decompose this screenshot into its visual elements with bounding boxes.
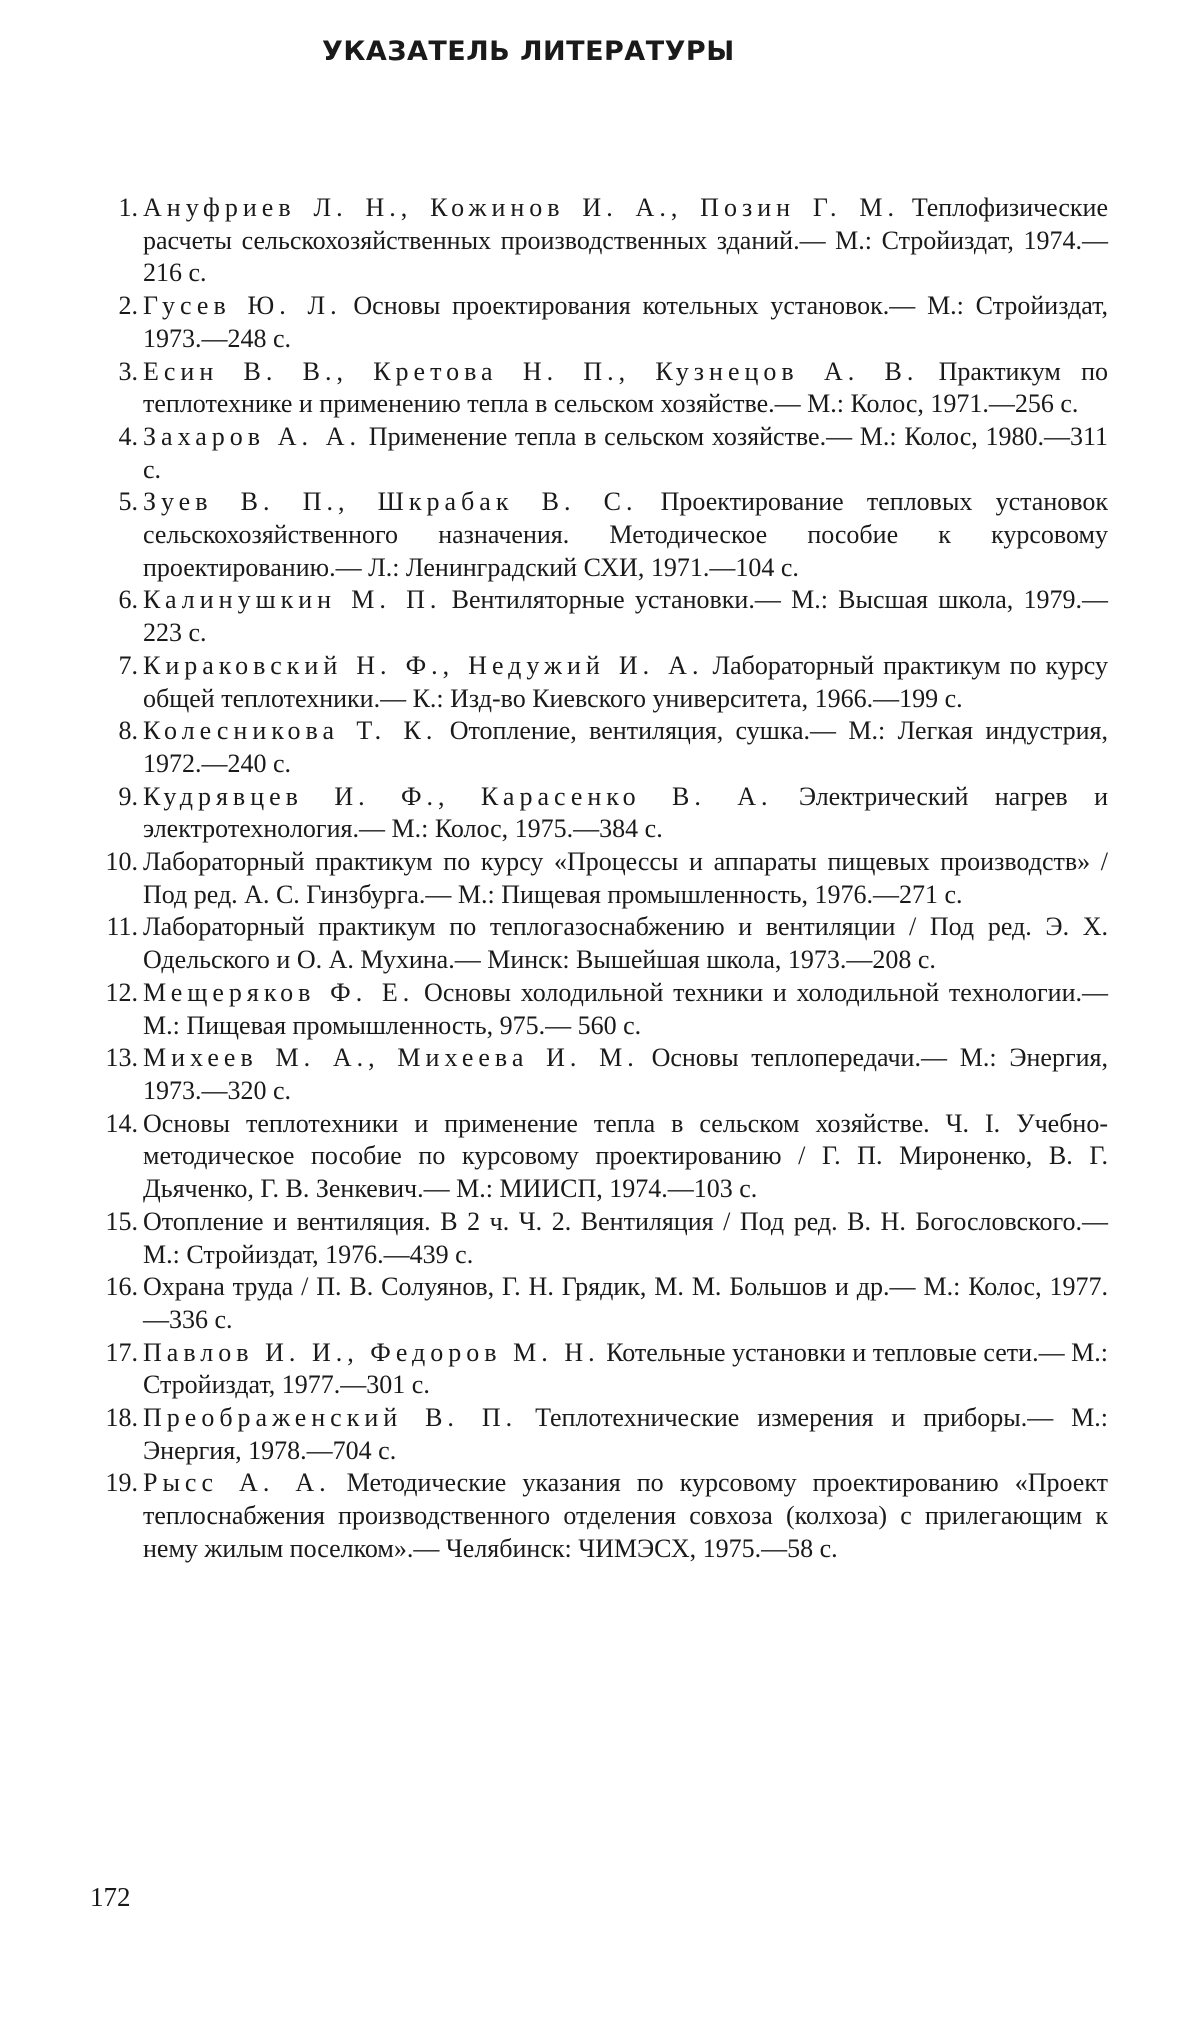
reference-text: Электрический нагрев и электротехнология.— М.: Колос, 1975.—384 с.	[143, 781, 1108, 844]
reference-text: Теплотехнические измерения и приборы.— М.: Энергия, 1978.—704 с.	[143, 1403, 1108, 1465]
reference-number: 18.	[105, 1403, 138, 1433]
reference-item	[88, 715, 1108, 780]
reference-authors: Гусев Ю. Л.	[143, 291, 342, 321]
reference-number: 9.	[118, 781, 138, 811]
reference-number: 11.	[106, 912, 138, 942]
reference-item	[88, 846, 1108, 911]
reference-authors: Зуев В. П., Шкрабак В. С.	[143, 487, 638, 517]
reference-number: 3.	[118, 356, 138, 386]
reference-item	[88, 1042, 1108, 1107]
reference-item	[88, 1206, 1108, 1271]
reference-text: Основы холодильной техники и холодильной технологии.— М.: Пищевая промышленность, 975.— 560 с.	[143, 977, 1108, 1040]
reference-authors: Кираковский Н. Ф., Недужий И. А.	[143, 650, 704, 680]
reference-item	[88, 486, 1108, 584]
reference-authors: Есин В. В., Кретова Н. П., Кузнецов А. В.	[143, 356, 919, 386]
reference-number: 6.	[118, 585, 138, 615]
reference-item	[88, 192, 1108, 290]
reference-item	[88, 1402, 1108, 1467]
reference-authors: Захаров А. А.	[143, 421, 362, 451]
reference-authors: Павлов И. И., Федоров М. Н.	[143, 1337, 600, 1367]
reference-text: Котельные установки и тепловые сети.— М.: Стройиздат, 1977.—301 с.	[143, 1337, 1108, 1400]
reference-authors: Калинушкин М. П.	[143, 585, 442, 615]
reference-text: Отопление и вентиляция. В 2 ч. Ч. 2. Вентиляция / Под ред. В. Н. Богословского.— М.: Стройиздат, 1976.—439 с.	[143, 1206, 1108, 1269]
reference-item	[88, 977, 1108, 1042]
reference-number: 7.	[118, 650, 138, 680]
reference-text: Вентиляторные установки.— М.: Высшая школа, 1979.—223 с.	[143, 585, 1108, 648]
reference-number: 16.	[105, 1272, 138, 1302]
reference-number: 17.	[105, 1337, 138, 1367]
reference-item	[88, 650, 1108, 715]
reference-number: 13.	[105, 1043, 138, 1073]
reference-item	[88, 356, 1108, 421]
reference-number: 2.	[118, 291, 138, 321]
reference-text: Охрана труда / П. В. Солуянов, Г. Н. Грядик, М. М. Большов и др.— М.: Колос, 1977.—336 с.	[143, 1272, 1108, 1334]
reference-number: 5.	[118, 487, 138, 517]
reference-item	[88, 1108, 1108, 1206]
reference-item	[88, 1337, 1108, 1402]
reference-list	[88, 192, 1108, 1566]
reference-text: Проектирование тепловых установок сельскохозяйственного назначения. Методическое пособие к курсовому проектированию.— Л.: Ленинградский СХИ, 1971.—104 с.	[143, 487, 1108, 582]
reference-item	[88, 1271, 1108, 1336]
reference-number: 4.	[118, 421, 138, 451]
reference-text: Лабораторный практикум по теплогазоснабжению и вентиляции / Под ред. Э. Х. Одельского и О. А. Мухина.— Минск: Вышейшая школа, 1973.—208 с.	[143, 912, 1108, 975]
reference-number: 12.	[105, 977, 138, 1007]
reference-text: Лабораторный практикум по курсу общей теплотехники.— К.: Изд-во Киевского университета, 1966.—199 с.	[143, 650, 1108, 713]
reference-number: 15.	[105, 1206, 138, 1236]
reference-item	[88, 1467, 1108, 1565]
reference-item	[88, 781, 1108, 846]
reference-authors: Колесникова Т. К.	[143, 716, 438, 746]
reference-authors: Кудрявцев И. Ф., Карасенко В. А.	[143, 781, 773, 811]
reference-text: Основы проектирования котельных установок.— М.: Стройиздат, 1973.—248 с.	[143, 291, 1108, 353]
reference-authors: Рысс А. А.	[143, 1468, 331, 1498]
reference-item	[88, 584, 1108, 649]
page-number: 172	[90, 1882, 131, 1912]
reference-number: 14.	[105, 1108, 138, 1138]
page-title: УКАЗАТЕЛЬ ЛИТЕРАТУРЫ	[322, 36, 735, 67]
reference-text: Методические указания по курсовому проектированию «Проект теплоснабжения производственного отделения совхоза (колхоза) с прилегающим к нему жилым поселком».— Челябинск: ЧИМЭСХ, 1975.—58 с.	[143, 1468, 1108, 1563]
reference-number: 1.	[118, 193, 138, 222]
reference-item	[88, 421, 1108, 486]
reference-number: 10.	[105, 847, 138, 877]
reference-text: Теплофизические расчеты сельскохозяйственных производственных зданий.— М.: Стройиздат, 1974.—216 с.	[143, 193, 1108, 288]
reference-text: Отопление, вентиляция, сушка.— М.: Легкая индустрия, 1972.—240 с.	[143, 716, 1108, 778]
reference-text: Практикум по теплотехнике и применению тепла в сельском хозяйстве.— М.: Колос, 1971.—256 с.	[143, 356, 1109, 419]
reference-item	[88, 911, 1108, 976]
reference-number: 8.	[118, 716, 138, 746]
reference-text: Основы теплотехники и применение тепла в сельском хозяйстве. Ч. I. Учебно-методическое пособие по курсовому проектированию / Г. П. Мироненко, В. Г. Дьяченко, Г. В. Зенкевич.— М.: МИИСП, 1974.—103 с.	[143, 1108, 1108, 1204]
reference-authors: Мещеряков Ф. Е.	[143, 977, 415, 1007]
reference-number: 19.	[105, 1468, 138, 1498]
reference-authors: Ануфриев Л. Н., Кожинов И. А., Позин Г. М.	[143, 193, 899, 222]
reference-item	[88, 290, 1108, 355]
reference-text: Основы теплопередачи.— М.: Энергия, 1973.—320 с.	[143, 1043, 1108, 1105]
reference-text: Применение тепла в сельском хозяйстве.— М.: Колос, 1980.—311 с.	[143, 421, 1109, 484]
reference-authors: Преображенский В. П.	[143, 1403, 518, 1433]
reference-text: Лабораторный практикум по курсу «Процессы и аппараты пищевых производств» / Под ред. А. С. Гинзбурга.— М.: Пищевая промышленность, 1976.—271 с.	[143, 847, 1108, 909]
reference-authors: Михеев М. А., Михеева И. М.	[143, 1043, 639, 1073]
